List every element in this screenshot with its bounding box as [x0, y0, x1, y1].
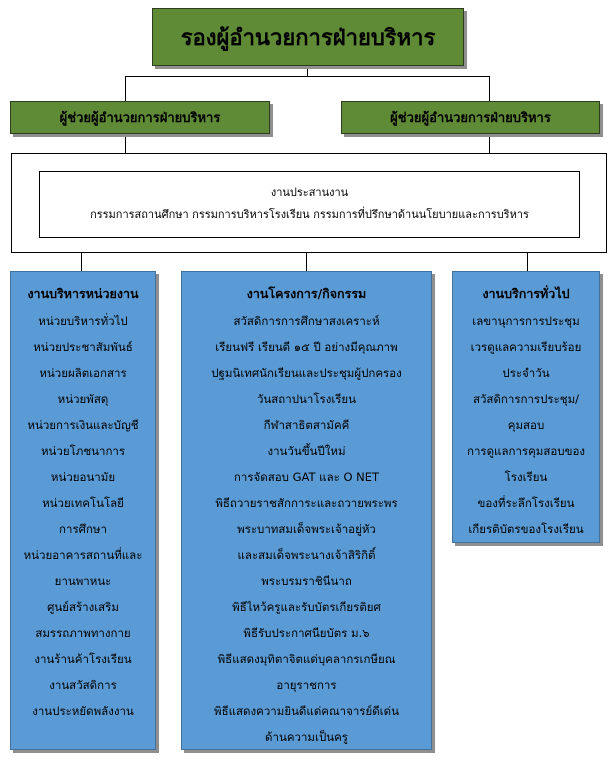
deputy-director-box	[152, 8, 464, 66]
list-item: สมรรถภาพทางกาย	[35, 626, 131, 640]
list-item: อายุราชการ	[276, 678, 337, 692]
list-item: งานประหยัดพลังงาน	[32, 704, 134, 718]
list-item: พิธีไหว้ครูและรับบัตรเกียรติยศ	[232, 600, 381, 614]
list-item: และสมเด็จพระนางเจ้าสิริกิติ์	[237, 548, 376, 562]
connector-left-to-outer	[125, 134, 126, 153]
list-item: หน่วยประชาสัมพันธ์	[33, 340, 133, 354]
list-item: พระบรมราชินีนาถ	[261, 574, 352, 588]
list-item: เกียรติบัตรของโรงเรียน	[468, 522, 584, 536]
column-administration-title: งานบริหารหน่วยงาน	[27, 286, 139, 301]
list-item: ศูนย์สร้างเสริม	[47, 600, 119, 614]
column-projects-title: งานโครงการ/กิจกรรม	[246, 286, 367, 301]
list-item: งานร้านค้าโรงเรียน	[34, 652, 132, 666]
list-item: กีฬาสาธิตสามัคคี	[263, 418, 350, 432]
column-administration-list	[11, 308, 155, 724]
list-item: พิธีแสดงมุทิตาจิตแด่บุคลากรเกษียณ	[217, 652, 396, 666]
list-item: พิธีรับประกาศนียบัตร ม.๖	[243, 626, 370, 640]
list-item: การศึกษา	[59, 522, 107, 536]
list-item: หน่วยโภชนาการ	[40, 444, 126, 458]
list-item: งานวันขึ้นปีใหม่	[267, 444, 346, 458]
list-item: เลขานุการการประชุม	[472, 314, 580, 328]
list-item: สวัสดิการการศึกษาสงเคราะห์	[233, 314, 380, 328]
column-administration	[10, 271, 156, 750]
assistant-director-box-left	[10, 101, 270, 134]
list-item: หน่วยผลิตเอกสาร	[39, 366, 127, 380]
column-projects	[181, 271, 432, 750]
list-item: หน่วยการเงินและบัญชี	[27, 418, 139, 432]
list-item: ด้านความเป็นครู	[265, 730, 348, 744]
assistant-director-title-right: ผู้ช่วยผู้อำนวยการฝ่ายบริหาร	[390, 111, 551, 126]
list-item: โรงเรียน	[504, 470, 548, 484]
coordination-box	[39, 171, 580, 238]
connector-col1	[81, 253, 82, 271]
coordination-committees: กรรมการสถานศึกษา กรรมการบริหารโรงเรียน กรรมการที่ปรึกษาด้านนโยบายและการบริหาร	[90, 208, 529, 221]
connector-right-drop	[489, 76, 490, 101]
list-item: ยานพาหนะ	[54, 574, 112, 588]
connector-right-to-outer	[489, 134, 490, 153]
list-item: คุมสอบ	[507, 418, 545, 432]
list-item: ประจำวัน	[502, 366, 550, 380]
list-item: หน่วยบริหารทั่วไป	[38, 314, 128, 328]
list-item: เรียนฟรี เรียนดี ๑๕ ปี อย่างมีคุณภาพ	[215, 340, 398, 354]
list-item: หน่วยอาคารสถานที่และ	[23, 548, 143, 562]
list-item: เวรดูแลความเรียบร้อย	[470, 340, 582, 354]
assistant-director-title-left: ผู้ช่วยผู้อำนวยการฝ่ายบริหาร	[59, 111, 221, 126]
column-general-services-list	[453, 308, 599, 542]
list-item: พิธีถวายราชสักการะและถวายพระพร	[215, 496, 398, 510]
list-item: สวัสดิการการประชุม/	[472, 392, 580, 406]
list-item: ปฐมนิเทศนักเรียนและประชุมผู้ปกครอง	[211, 366, 402, 380]
list-item: ของที่ระลึกโรงเรียน	[477, 496, 575, 510]
deputy-director-title: รองผู้อำนวยการฝ่ายบริหาร	[180, 25, 436, 51]
connector-col3	[527, 253, 528, 271]
connector-left-drop	[125, 76, 126, 101]
list-item: วันสถาปนาโรงเรียน	[256, 392, 357, 406]
assistant-director-box-right	[341, 101, 600, 134]
coordination-title: งานประสานงาน	[270, 186, 349, 199]
list-item: งานสวัสดิการ	[49, 678, 117, 692]
list-item: หน่วยพัสดุ	[57, 392, 109, 406]
list-item: การจัดสอบ GAT และ O NET	[233, 470, 380, 484]
column-general-services-title: งานบริการทั่วไป	[482, 286, 570, 301]
column-projects-list	[182, 308, 431, 750]
list-item: หน่วยอนามัย	[50, 470, 116, 484]
connector-col2	[306, 253, 307, 271]
list-item: พิธีแสดงความยินดีแด่คณาจารย์ดีเด่น	[214, 704, 399, 718]
column-general-services	[452, 271, 600, 543]
list-item: พระบาทสมเด็จพระเจ้าอยู่หัว	[237, 522, 376, 536]
list-item: การดูแลการคุมสอบของ	[466, 444, 585, 458]
connector-top-horizontal	[125, 76, 490, 77]
list-item: หน่วยเทคโนโลยี	[42, 496, 124, 510]
